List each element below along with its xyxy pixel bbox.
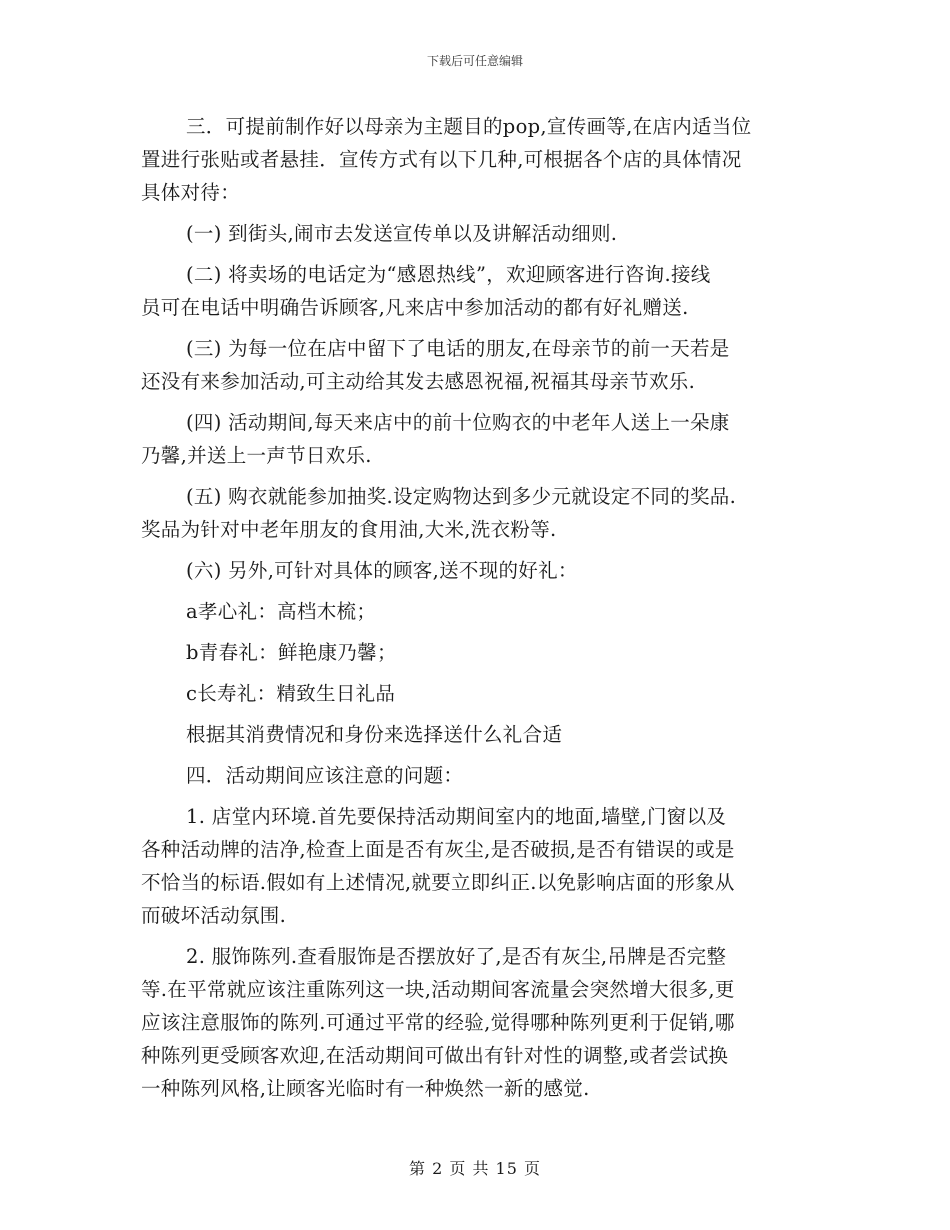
paragraph	[141, 940, 821, 1105]
text-line: 一种陈列风格,让顾客光临时有一种焕然一新的感觉.	[141, 1077, 590, 1100]
page-footer: 第 2 页 共 15 页	[409, 1159, 541, 1178]
text-line: b青春礼：鲜艳康乃馨；	[186, 641, 397, 664]
text-line: 等.在平常就应该注重陈列这一块,活动期间客流量会突然增大很多,更	[141, 978, 735, 1001]
text-line: 不恰当的标语.假如有上述情况,就要立即纠正.以免影响店面的形象从	[141, 871, 735, 894]
text-line: 各种活动牌的洁净,检查上面是否有灰尘,是否破损,是否有错误的或是	[141, 838, 735, 861]
paragraph	[141, 677, 821, 710]
text-line: (三) 为每一位在店中留下了电话的朋友,在母亲节的前一天若是	[186, 337, 730, 360]
paragraph	[141, 258, 821, 324]
paragraph	[141, 406, 821, 472]
paragraph	[141, 554, 821, 587]
text-line: 具体对待：	[141, 181, 241, 204]
text-line: c长寿礼：精致生日礼品	[186, 682, 396, 705]
text-line: (六) 另外,可针对具体的顾客,送不现的好礼：	[186, 559, 578, 582]
text-line: (一) 到街头,闹市去发送宣传单以及讲解活动细则.	[186, 222, 618, 245]
paragraph	[141, 800, 821, 932]
text-line: (二) 将卖场的电话定为“感恩热线”，欢迎顾客进行咨询.接线	[186, 263, 711, 286]
text-line: 应该注意服饰的陈列.可通过平常的经验,觉得哪种陈列更利于促销,哪	[141, 1011, 735, 1034]
text-line: 四．活动期间应该注意的问题：	[186, 764, 464, 787]
paragraph	[141, 636, 821, 669]
text-line: 置进行张贴或者悬挂．宣传方式有以下几种,可根据各个店的具体情况	[141, 148, 742, 171]
text-line: a孝心礼：高档木梳；	[186, 600, 377, 623]
text-line: 还没有来参加活动,可主动给其发去感恩祝福,祝福其母亲节欢乐.	[141, 370, 696, 393]
paragraph	[141, 217, 821, 250]
document-body	[141, 110, 821, 1105]
text-line: 三．可提前制作好以母亲为主题目的pop,宣传画等,在店内适当位	[186, 115, 752, 138]
text-line: 奖品为针对中老年朋友的食用油,大米,洗衣粉等.	[141, 518, 557, 541]
paragraph	[141, 110, 821, 209]
text-line: 乃馨,并送上一声节日欢乐.	[141, 444, 372, 467]
paragraph	[141, 332, 821, 398]
text-line: 根据其消费情况和身份来选择送什么礼合适	[186, 723, 563, 746]
text-line: (五) 购衣就能参加抽奖.设定购物达到多少元就设定不同的奖品.	[186, 485, 737, 508]
text-line: 2. 服饰陈列.查看服饰是否摆放好了,是否有灰尘,吊牌是否完整	[186, 945, 727, 968]
text-line: 种陈列更受顾客欢迎,在活动期间可做出有针对性的调整,或者尝试换	[141, 1044, 729, 1067]
text-line: 员可在电话中明确告诉顾客,凡来店中参加活动的都有好礼赠送.	[141, 296, 689, 319]
page-header: 下载后可任意编辑	[426, 54, 523, 68]
paragraph	[141, 595, 821, 628]
paragraph	[141, 718, 821, 751]
text-line: 而破坏活动氛围.	[141, 904, 287, 927]
paragraph	[141, 480, 821, 546]
text-line: 1. 店堂内环境.首先要保持活动期间室内的地面,墙壁,门窗以及	[186, 805, 727, 828]
text-line: (四) 活动期间,每天来店中的前十位购衣的中老年人送上一朵康	[186, 411, 730, 434]
paragraph	[141, 759, 821, 792]
